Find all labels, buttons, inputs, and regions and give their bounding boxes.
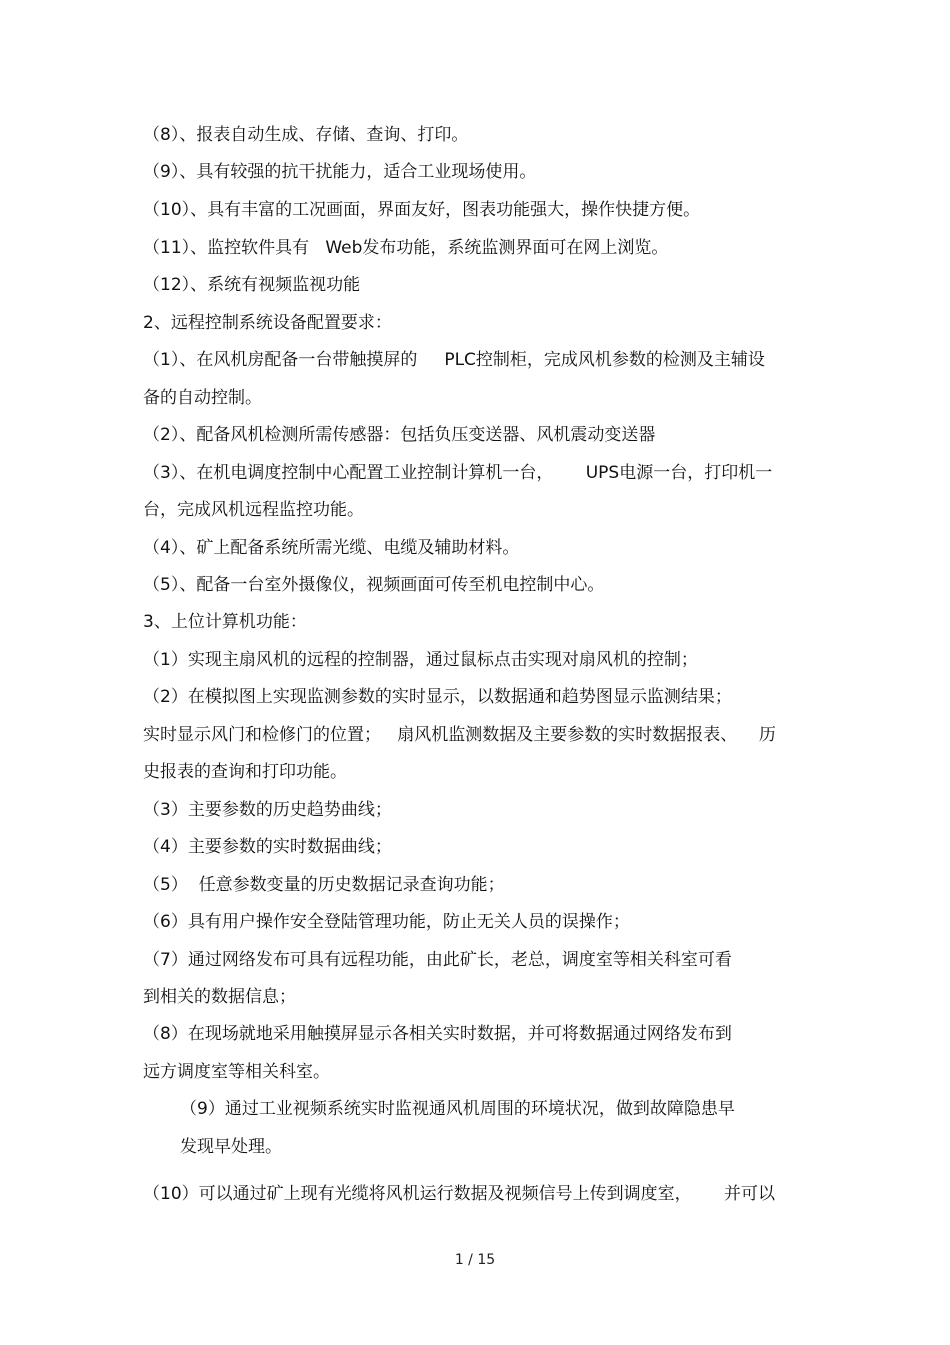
text-line: （2）在模拟图上实现监测参数的实时显示，以数据通和趋势图显示监测结果； bbox=[143, 687, 732, 707]
text-line: 备的自动控制。 bbox=[143, 388, 262, 408]
text-line: 史报表的查询和打印功能。 bbox=[143, 762, 347, 782]
text-line: （2）、配备风机检测所需传感器：包括负压变送器、风机震动变送器 bbox=[143, 425, 656, 445]
text-line: （4）、矿上配备系统所需光缆、电缆及辅助材料。 bbox=[143, 538, 520, 558]
text-line: （3）、在机电调度控制中心配置工业控制计算机一台， UPS电源一台，打印机一 bbox=[143, 463, 773, 483]
text-line: （10）可以通过矿上现有光缆将风机运行数据及视频信号上传到调度室， 并可以 bbox=[143, 1184, 776, 1204]
text-line: 台，完成风机远程监控功能。 bbox=[143, 500, 364, 520]
section-heading: 3、上位计算机功能： bbox=[143, 612, 307, 632]
page-number: 1 / 15 bbox=[454, 1252, 496, 1268]
text-line: （4）主要参数的实时数据曲线； bbox=[143, 837, 392, 857]
text-line: 发现早处理。 bbox=[180, 1137, 282, 1157]
text-line: （8）在现场就地采用触摸屏显示各相关实时数据，并可将数据通过网络发布到 bbox=[143, 1024, 732, 1044]
text-line: （5） 任意参数变量的历史数据记录查询功能； bbox=[143, 875, 505, 895]
text-line: 到相关的数据信息； bbox=[143, 987, 296, 1007]
text-line: （10）、具有丰富的工况画面，界面友好，图表功能强大，操作快捷方便。 bbox=[143, 200, 701, 220]
text-line: （11）、监控软件具有 Web发布功能，系统监测界面可在网上浏览。 bbox=[143, 238, 669, 258]
text-line: （12）、系统有视频监视功能 bbox=[143, 275, 361, 295]
text-line: （1）、在风机房配备一台带触摸屏的 PLC控制柜，完成风机参数的检测及主辅设 bbox=[143, 350, 765, 370]
text-line: （1）实现主扇风机的远程的控制器，通过鼠标点击实现对扇风机的控制； bbox=[143, 650, 698, 670]
text-line: （9）通过工业视频系统实时监视通风机周围的环境状况，做到故障隐患早 bbox=[180, 1099, 735, 1119]
text-line: （5）、配备一台室外摄像仪，视频画面可传至机电控制中心。 bbox=[143, 575, 605, 595]
text-line: 实时显示风门和检修门的位置； 扇风机监测数据及主要参数的实时数据报表、 历 bbox=[143, 725, 776, 745]
text-line: 远方调度室等相关科室。 bbox=[143, 1062, 330, 1082]
section-heading: 2、远程控制系统设备配置要求： bbox=[143, 313, 392, 333]
text-line: （8）、报表自动生成、存储、查询、打印。 bbox=[143, 125, 469, 145]
text-line: （6）具有用户操作安全登陆管理功能，防止无关人员的误操作； bbox=[143, 912, 630, 932]
text-line: （9）、具有较强的抗干扰能力，适合工业现场使用。 bbox=[143, 162, 537, 182]
text-line: （3）主要参数的历史趋势曲线； bbox=[143, 800, 392, 820]
text-line: （7）通过网络发布可具有远程功能，由此矿长，老总，调度室等相关科室可看 bbox=[143, 950, 732, 970]
